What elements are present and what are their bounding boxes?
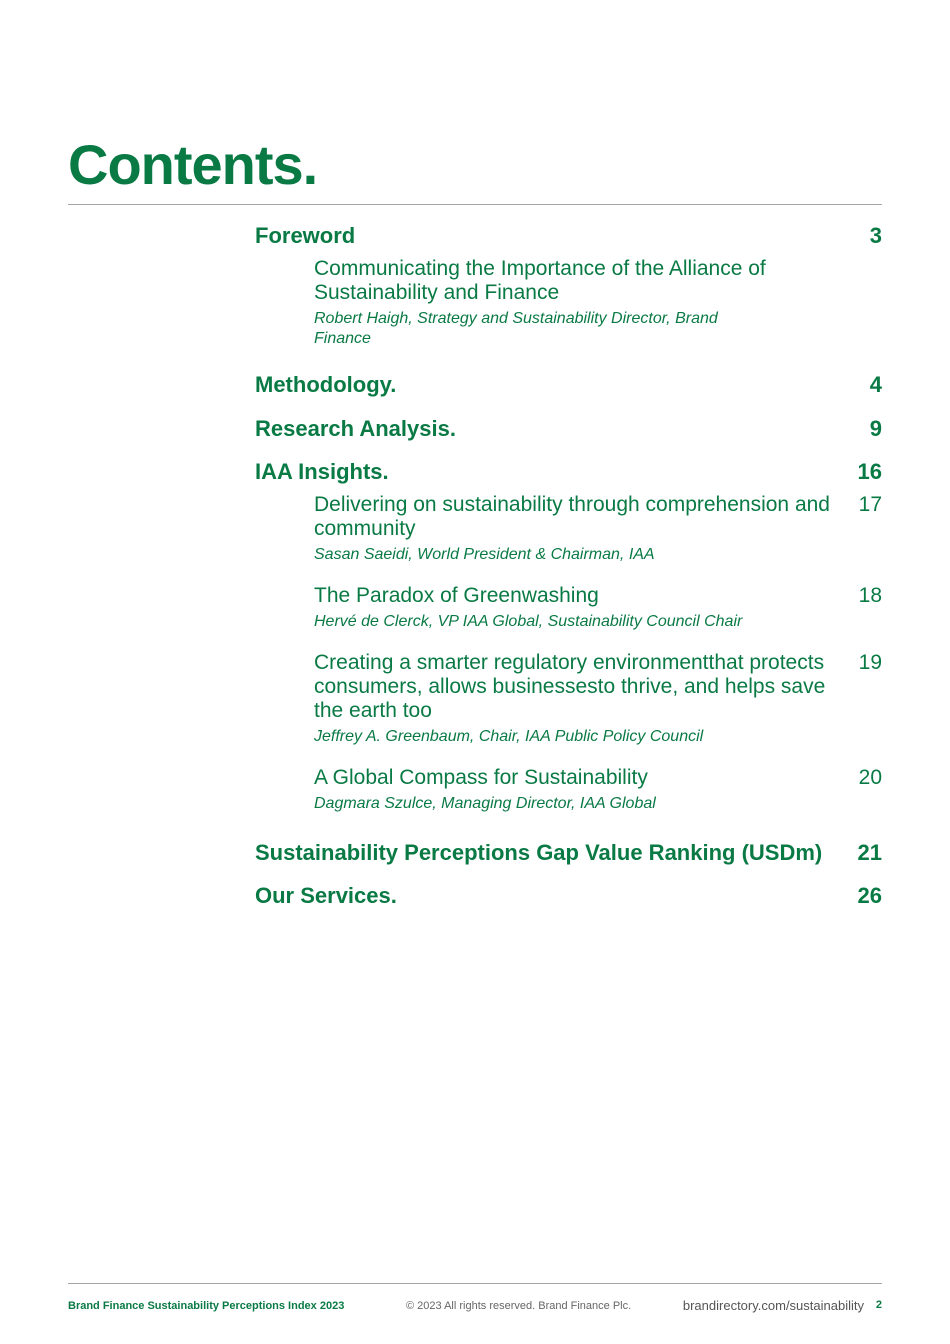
toc-section-page: 4 bbox=[869, 372, 882, 397]
toc-entry-author: Dagmara Szulce, Managing Director, IAA Global bbox=[314, 795, 656, 812]
toc-entry[interactable] bbox=[314, 257, 882, 349]
footer-page-number: 2 bbox=[875, 1299, 882, 1311]
title-divider bbox=[68, 204, 882, 205]
footer-url-link[interactable]: brandirectory.com/sustainability bbox=[682, 1298, 864, 1313]
toc-section-page: 9 bbox=[869, 416, 882, 441]
toc-entry-author: Sasan Saeidi, World President & Chairman, IAA bbox=[314, 546, 655, 563]
toc-entry-page: 19 bbox=[858, 651, 882, 674]
toc-section-foreword[interactable] bbox=[255, 222, 882, 250]
page-title: Contents. bbox=[68, 133, 318, 196]
toc-section-page: 3 bbox=[869, 223, 882, 248]
toc-section-label: IAA Insights. bbox=[255, 459, 389, 484]
toc-section-label: Research Analysis. bbox=[255, 416, 456, 441]
toc-entry-title: The Paradox of Greenwashing bbox=[314, 584, 599, 607]
toc-entry[interactable] bbox=[314, 766, 882, 814]
toc-section-research-analysis[interactable] bbox=[255, 415, 882, 443]
toc-section-page: 21 bbox=[857, 840, 882, 865]
footer-divider bbox=[68, 1283, 882, 1284]
toc-section-page: 16 bbox=[857, 459, 882, 484]
toc-section-label: Our Services. bbox=[255, 883, 397, 908]
toc-section-iaa-insights[interactable] bbox=[255, 458, 882, 486]
toc-section-methodology[interactable] bbox=[255, 371, 882, 399]
toc-entry-author: Robert Haigh, Strategy and Sustainability Director, Brand Finance bbox=[314, 310, 718, 347]
toc-section-gap-value-ranking[interactable] bbox=[255, 839, 882, 867]
toc-entry[interactable] bbox=[314, 584, 882, 632]
toc-entry-page: 17 bbox=[858, 493, 882, 516]
toc-section-page: 26 bbox=[857, 883, 882, 908]
toc-entry-title: Delivering on sustainability through comprehension and community bbox=[314, 493, 830, 540]
toc-section-label: Foreword bbox=[255, 223, 356, 248]
toc-entry-author: Jeffrey A. Greenbaum, Chair, IAA Public Policy Council bbox=[314, 728, 704, 745]
toc-entry-title: A Global Compass for Sustainability bbox=[314, 766, 648, 789]
toc-entry-page: 18 bbox=[858, 584, 882, 607]
toc-section-label: Sustainability Perceptions Gap Value Ranking (USDm) bbox=[255, 840, 823, 865]
toc-section-our-services[interactable] bbox=[255, 882, 882, 910]
footer-report-title: Brand Finance Sustainability Perceptions Index 2023 bbox=[68, 1300, 345, 1312]
toc-section-label: Methodology. bbox=[255, 372, 397, 397]
table-of-contents bbox=[255, 222, 882, 910]
toc-entry-page: 20 bbox=[858, 766, 882, 789]
toc-entry[interactable] bbox=[314, 493, 882, 565]
footer-copyright: © 2023 All rights reserved. Brand Finance Plc. bbox=[406, 1300, 632, 1312]
toc-entry[interactable] bbox=[314, 651, 882, 747]
toc-entry-title: Communicating the Importance of the Alliance of Sustainability and Finance bbox=[314, 257, 766, 304]
toc-entry-title: Creating a smarter regulatory environmentthat protects consumers, allows businessesto thrive, and helps save the earth too bbox=[314, 651, 826, 722]
toc-entry-author: Hervé de Clerck, VP IAA Global, Sustainability Council Chair bbox=[314, 613, 743, 630]
